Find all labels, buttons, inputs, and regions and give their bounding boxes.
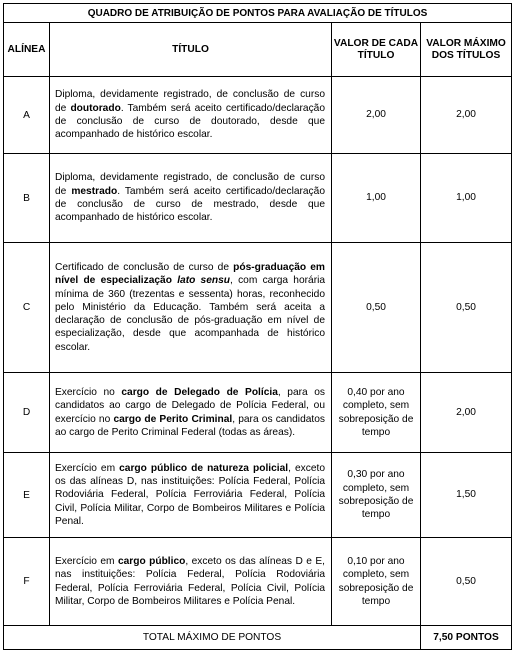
- table-caption: QUADRO DE ATRIBUIÇÃO DE PONTOS PARA AVALIAÇÃO DE TÍTULOS: [4, 4, 512, 23]
- row-description: [50, 154, 332, 243]
- row-value: 1,00: [332, 154, 421, 243]
- table-row: [4, 538, 512, 626]
- table-row: [4, 373, 512, 453]
- description-run: , para os candidatos ao cargo de Delegado de Polícia Federal, ou exercício no: [55, 386, 325, 425]
- row-value: 0,30 por ano completo, sem sobreposição de tempo: [332, 453, 421, 538]
- description-run: cargo público de natureza policial: [119, 462, 289, 474]
- row-letter: B: [4, 154, 50, 243]
- description-run: Exercício em: [55, 555, 118, 567]
- total-value: 7,50 PONTOS: [421, 626, 512, 650]
- table-row: [4, 453, 512, 538]
- row-max: 2,00: [421, 373, 512, 453]
- row-letter: E: [4, 453, 50, 538]
- description-run: , exceto os das alíneas D e E, nas instituições: Polícia Federal, Polícia Rodoviária Federal, Polícia Ferroviária Federal, Polícia Civil, Polícia Militar, Corpo de Bombeiros Militares e Polícia Penal.: [55, 555, 325, 607]
- description-run: . Também será aceito certificado/declaração de conclusão de curso de doutorado, desde que acompanhado de histórico escolar.: [55, 102, 325, 141]
- points-table: [3, 3, 512, 650]
- row-letter: F: [4, 538, 50, 626]
- row-max: 0,50: [421, 243, 512, 373]
- total-row: [4, 626, 512, 650]
- row-description: [50, 77, 332, 154]
- row-letter: A: [4, 77, 50, 154]
- row-value: 0,10 por ano completo, sem sobreposição de tempo: [332, 538, 421, 626]
- description-run: Diploma, devidamente registrado, de conclusão de curso de: [55, 89, 325, 114]
- header-valor-cada: VALOR DE CADA TÍTULO: [332, 23, 421, 77]
- header-titulo: TÍTULO: [50, 23, 332, 77]
- row-description: [50, 538, 332, 626]
- description-run: Certificado de conclusão de curso de: [55, 261, 234, 273]
- description-run: . Também será aceito certificado/declaração de conclusão de curso de mestrado, desde que acompanhado de histórico escolar.: [55, 185, 325, 224]
- header-valor-max: VALOR MÁXIMO DOS TÍTULOS: [421, 23, 512, 77]
- row-description: [50, 243, 332, 373]
- description-run: cargo público: [117, 555, 186, 567]
- table-row: [4, 77, 512, 154]
- description-run: , exceto os das alíneas D, nas instituições: Polícia Federal, Polícia Rodoviária Federal, Polícia Ferroviária Federal, Polícia Civil, Polícia Militar, Corpo de Bombeiros Militares e Polícia Penal.: [55, 462, 325, 527]
- table-row: [4, 154, 512, 243]
- description-run: Exercício no: [55, 386, 122, 398]
- total-label: TOTAL MÁXIMO DE PONTOS: [4, 626, 421, 650]
- description-run: lato sensu: [177, 275, 231, 287]
- description-run: Exercício em: [55, 462, 120, 474]
- row-description: [50, 373, 332, 453]
- table-row: [4, 243, 512, 373]
- description-run: Diploma, devidamente registrado, de conclusão de curso de: [55, 172, 325, 197]
- row-max: 1,00: [421, 154, 512, 243]
- row-description: [50, 453, 332, 538]
- row-letter: D: [4, 373, 50, 453]
- description-run: pós-graduação em nível de especialização: [55, 261, 325, 287]
- row-value: 2,00: [332, 77, 421, 154]
- description-run: , para os candidatos ao cargo de Perito Criminal Federal (todas as áreas).: [55, 413, 325, 438]
- description-run: , com carga horária mínima de 360 (trezentas e sessenta) horas, reconhecido pelo Ministério da Educação. Também será aceita a declaração de conclusão de pós-graduação em nível de especialização, desde que acompanhada de histórico escolar.: [55, 275, 326, 353]
- description-run: doutorado: [70, 102, 121, 114]
- row-max: 0,50: [421, 538, 512, 626]
- header-alinea: ALÍNEA: [4, 23, 50, 77]
- description-run: cargo de Perito Criminal: [113, 413, 233, 425]
- header-row: [4, 23, 512, 77]
- row-value: 0,40 por ano completo, sem sobreposição de tempo: [332, 373, 421, 453]
- row-max: 2,00: [421, 77, 512, 154]
- row-value: 0,50: [332, 243, 421, 373]
- row-max: 1,50: [421, 453, 512, 538]
- description-run: mestrado: [71, 185, 118, 197]
- description-run: cargo de Delegado de Polícia: [121, 386, 278, 398]
- row-letter: C: [4, 243, 50, 373]
